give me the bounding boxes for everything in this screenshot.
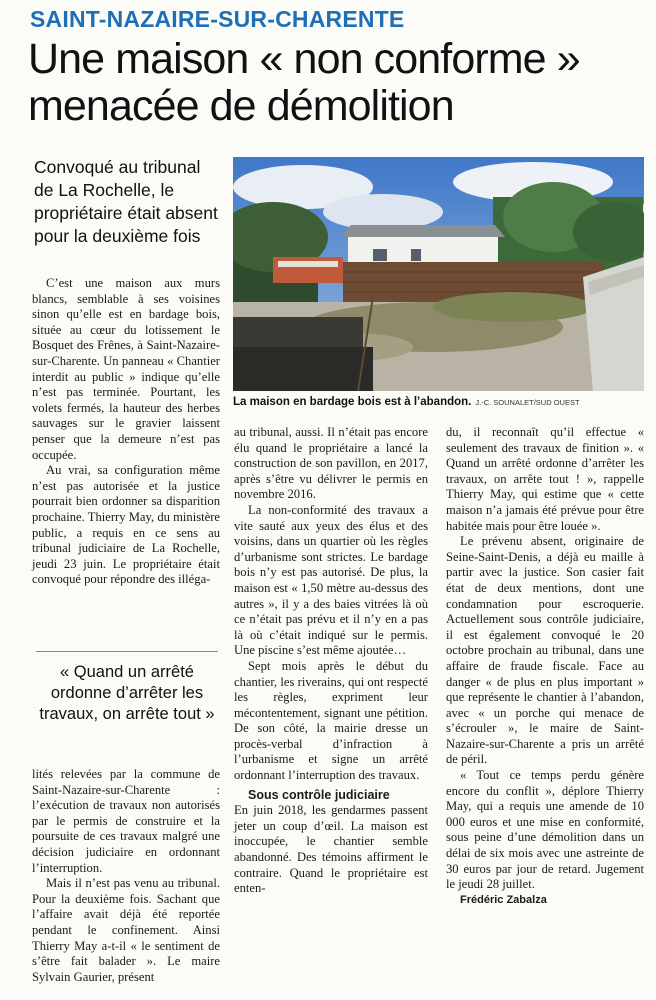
- paragraph: En juin 2018, les gendarmes passent jeter un coup d’œil. La maison est inoccupée, le chantier semble abandonné. Des témoins affirment le contraire. Quand le propriétaire est enten-: [234, 803, 428, 896]
- article-photo: [233, 157, 644, 391]
- paragraph: La non-conformité des travaux a vite sauté aux yeux des élus et des voisins, dans un quartier où les règles d’urbanisme sont strictes. Le bardage bois n’y est pas autorisé. De plus, la maison est « 1,50 mètre au-dessus des autres », il y a des baies vitrées là où ce n’était pas prévu et il n’y en a pas là où c’était indiqué sur le permis. Une piscine s’est même ajoutée…: [234, 502, 428, 658]
- paragraph: Au vrai, sa configuration même n’est pas autorisée et la justice pourrait bien ordonner sa disparition prochaine. Thierry May, du ministère public, a requis en ce sens au tribunal judiciaire de La Rochelle, jeudi 23 juin. Le propriétaire était convoqué pour répondre des illéga-: [32, 463, 220, 587]
- paragraph: du, il reconnaît qu’il effectue « seulement des travaux de finition ». « Quand un arrêté ordonne d’arrêter les travaux, on arrête tout ! », rappelle Thierry May, qui estime que « cette maison n’a jamais été prévue pour être habitée mais pour être louée ».: [446, 425, 644, 533]
- caption-text: La maison en bardage bois est à l’abandon.: [233, 396, 472, 408]
- paragraph: Mais il n’est pas venu au tribunal. Pour la deuxième fois. Sachant que l’affaire avait déjà été reportée pendant le confinement. Ainsi Thierry May a-t-il « le sentiment de s’être fait balader ». Le maire Sylvain Gaurier, présent: [32, 876, 220, 984]
- column-1-bottom: [32, 767, 220, 985]
- paragraph: Le prévenu absent, originaire de Seine-Saint-Denis, a déjà eu maille à partir avec la justice. Son casier fait état de deux mentions, dont une condamnation pour escroquerie. Actuellement sous contrôle judiciaire, il est également convoqué le 20 octobre prochain au tribunal, dans une affaire de fraude fiscale. Face au danger « de plus en plus important » que représente le chantier à l’abandon, avec « un porche qui menace de s’écrouler », le maire de Saint-Nazaire-sur-Charente a pris un arrêté de péril.: [446, 534, 644, 767]
- pullquote: « Quand un arrêté ordonne d’arrêter les travaux, on arrête tout »: [39, 663, 215, 723]
- kicker-location: SAINT-NAZAIRE-SUR-CHARENTE: [30, 6, 405, 32]
- pullquote-rule: [36, 651, 218, 652]
- paragraph: C’est une maison aux murs blancs, semblable à ses voisines sinon qu’elle est en bardage bois, située au cœur du lotissement le Bosquet des Frênes, à Saint-Nazaire-sur-Charente. Un panneau « Chantier interdit au public » indique qu’elle n’est pas terminée. Pourtant, les volets fermés, la hauteur des herbes sauvages sur le gravier laissent penser que la demeure n’est pas occupée.: [32, 276, 220, 462]
- subheading: Sous contrôle judiciaire: [248, 787, 390, 802]
- paragraph: lités relevées par la commune de Saint-Nazaire-sur-Charente : l’exécution de travaux non autorisés par le permis de construire et la poursuite de ces travaux malgré une décision judiciaire en ordonnant l’interruption.: [32, 767, 220, 875]
- paragraph: au tribunal, aussi. Il n’était pas encore élu quand le propriétaire a lancé la construction de son pavillon, en 2017, après s’être vu délivrer le permis en novembre 2016.: [234, 425, 428, 502]
- paragraph: Sept mois après le début du chantier, les riverains, qui ont respecté les règles, expriment leur mécontentement, signant une pétition. De son côté, la mairie dresse un procès-verbal d’infraction à l’urbanisme et signe un arrêté ordonnant l’interruption des travaux.: [234, 658, 428, 783]
- photo-caption: [233, 396, 644, 408]
- paragraph: « Tout ce temps perdu génère encore du conflit », déplore Thierry May, qui a requis une amende de 10 000 euros et une mise en conformité, sous peine d’une démolition dans un délai de six mois avec une astreinte de 30 euros par jour de retard. Jugement le jeudi 28 juillet.: [446, 768, 644, 892]
- author-signature: Frédéric Zabalza: [460, 893, 547, 906]
- column-1-top: [32, 276, 220, 588]
- standfirst: Convoqué au tribunal de La Rochelle, le propriétaire était absent pour la deuxième fois: [34, 157, 218, 246]
- column-2: [234, 425, 428, 897]
- headline: Une maison « non conforme » menacée de démolition: [28, 35, 580, 130]
- column-3: [446, 425, 644, 908]
- photo-credit: J.-C. SOUNALET/SUD OUEST: [475, 398, 580, 407]
